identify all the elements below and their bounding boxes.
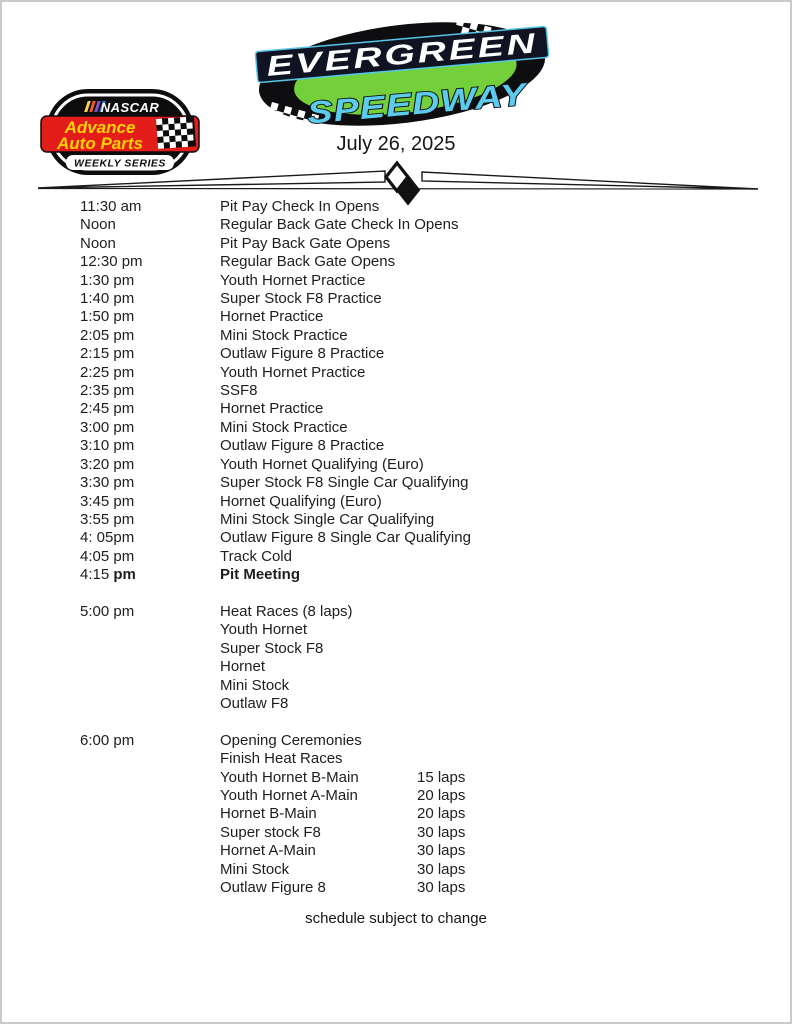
event-cell: Outlaw F8 (220, 694, 289, 712)
schedule-row (80, 272, 720, 290)
schedule-row (80, 529, 720, 547)
event-cell: Hornet (220, 658, 266, 676)
schedule-row (80, 879, 720, 897)
time-cell: 6:00 pm (80, 731, 135, 749)
time-cell: 2:25 pm (80, 363, 135, 381)
schedule-row (80, 695, 720, 713)
schedule-row (80, 548, 720, 566)
time-cell: 3:45 pm (80, 492, 135, 510)
time-cell: Noon (80, 234, 116, 252)
event-cell: Hornet Practice (220, 400, 324, 418)
laps-cell: 30 laps (417, 823, 466, 841)
schedule-row (80, 750, 720, 768)
schedule-row (80, 474, 720, 492)
time-cell: 4:15 pm (80, 566, 136, 584)
time-cell: 2:45 pm (80, 400, 135, 418)
schedule-row (80, 805, 720, 823)
event-cell: Super Stock F8 (220, 639, 324, 657)
schedule-row (80, 253, 720, 271)
event-cell: Youth Hornet Qualifying (Euro) (220, 455, 424, 473)
schedule-row (80, 824, 720, 842)
event-cell: Mini Stock Single Car Qualifying (220, 510, 435, 528)
time-cell: 5:00 pm (80, 602, 135, 620)
schedule-row (80, 842, 720, 860)
time-cell: 12:30 pm (80, 253, 143, 271)
laps-cell: 20 laps (417, 786, 466, 804)
event-cell: Youth Hornet Practice (220, 363, 366, 381)
schedule-row (80, 511, 720, 529)
time-cell: 3:00 pm (80, 418, 135, 436)
evergreen-speedway-logo-icon (252, 14, 552, 132)
event-cell: Finish Heat Races (220, 750, 343, 768)
laps-cell: 30 laps (417, 842, 466, 860)
schedule-row (80, 493, 720, 511)
time-cell: 2:35 pm (80, 382, 135, 400)
event-cell: Youth Hornet (220, 621, 308, 639)
speedway-wordmark: SPEEDWAY (305, 79, 490, 131)
event-cell: Pit Pay Back Gate Opens (220, 234, 391, 252)
schedule-row (80, 382, 720, 400)
schedule-row (80, 732, 720, 750)
schedule-row (80, 566, 720, 584)
event-cell: Outlaw Figure 8 Single Car Qualifying (220, 529, 471, 547)
time-cell: 2:05 pm (80, 326, 135, 344)
time-cell: 1:50 pm (80, 308, 135, 326)
schedule-row (80, 327, 720, 345)
time-cell: 1:30 pm (80, 271, 135, 289)
event-cell: Youth Hornet Practice (220, 271, 366, 289)
schedule-row (80, 419, 720, 437)
schedule-row (80, 603, 720, 621)
event-cell: Mini Stock Practice (220, 418, 348, 436)
event-cell: Opening Ceremonies (220, 731, 362, 749)
footer-note: schedule subject to change (305, 910, 487, 927)
event-cell: Super Stock F8 Practice (220, 290, 382, 308)
event-cell: Mini Stock Practice (220, 326, 348, 344)
schedule-row (80, 216, 720, 234)
schedule-row (80, 290, 720, 308)
evergreen-wordmark: EVERGREEN (265, 34, 462, 82)
event-cell: Regular Back Gate Opens (220, 253, 396, 271)
schedule-list (80, 198, 720, 897)
time-cell: 1:40 pm (80, 290, 135, 308)
schedule-row (80, 787, 720, 805)
event-cell: Heat Races (8 laps) (220, 602, 353, 620)
event-cell: Outlaw Figure 8 Practice (220, 345, 385, 363)
time-cell: Noon (80, 216, 116, 234)
event-cell: Youth Hornet B-Main (220, 768, 359, 786)
time-cell: 3:55 pm (80, 510, 135, 528)
schedule-row (80, 677, 720, 695)
time-cell: 2:15 pm (80, 345, 135, 363)
time-cell: 3:30 pm (80, 474, 135, 492)
laps-cell: 20 laps (417, 805, 466, 823)
event-date: July 26, 2025 (336, 133, 456, 155)
laps-cell: 30 laps (417, 860, 466, 878)
schedule-row (80, 437, 720, 455)
schedule-row (80, 621, 720, 639)
sponsor-line2: Auto Parts (57, 134, 143, 153)
event-cell: Outlaw Figure 8 Practice (220, 437, 385, 455)
schedule-row (80, 345, 720, 363)
schedule-row (80, 861, 720, 879)
schedule-row (80, 658, 720, 676)
schedule-row (80, 198, 720, 216)
event-cell: Hornet Qualifying (Euro) (220, 492, 382, 510)
event-cell: Outlaw Figure 8 (220, 879, 326, 896)
schedule-row (80, 456, 720, 474)
time-cell: 3:20 pm (80, 455, 135, 473)
laps-cell: 15 laps (417, 768, 466, 786)
nascar-wordmark: NASCAR (100, 100, 160, 115)
schedule-row (80, 235, 720, 253)
event-cell: Hornet A-Main (220, 842, 316, 860)
weekly-series-label: WEEKLY SERIES (74, 157, 166, 170)
event-cell: SSF8 (220, 382, 258, 400)
event-cell: Regular Back Gate Check In Opens (220, 216, 459, 234)
event-cell: Mini Stock (220, 676, 290, 694)
laps-cell: 30 laps (417, 879, 466, 896)
event-cell: Mini Stock (220, 860, 290, 878)
time-cell: 3:10 pm (80, 437, 135, 455)
evergreen-speedway-logo (252, 14, 552, 137)
event-cell: Pit Pay Check In Opens (220, 198, 380, 215)
time-cell: 11:30 am (80, 198, 142, 215)
sponsor-line1: Advance (64, 118, 136, 137)
time-cell: 4:05 pm (80, 547, 135, 565)
event-cell: Track Cold (220, 547, 292, 565)
schedule-row (80, 400, 720, 418)
event-cell: Hornet Practice (220, 308, 324, 326)
event-cell: Pit Meeting (220, 566, 301, 584)
schedule-row (80, 769, 720, 787)
event-cell: Hornet B-Main (220, 805, 317, 823)
schedule-row (80, 308, 720, 326)
schedule-row (80, 364, 720, 382)
event-cell: Super stock F8 (220, 823, 321, 841)
schedule-row (80, 640, 720, 658)
event-cell: Super Stock F8 Single Car Qualifying (220, 474, 469, 492)
time-cell: 4: 05pm (80, 529, 135, 547)
event-cell: Youth Hornet A-Main (220, 786, 358, 804)
